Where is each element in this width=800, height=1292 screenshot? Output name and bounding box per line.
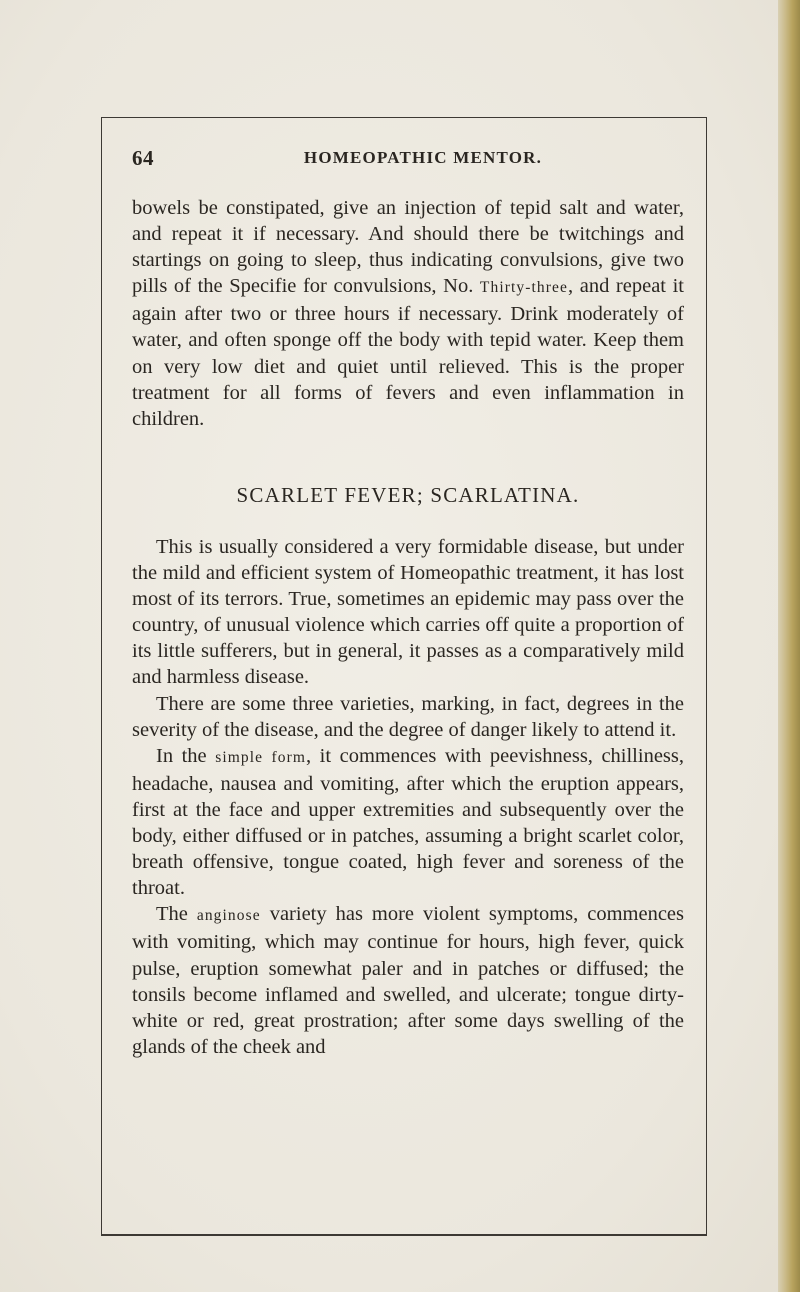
paragraph-intro: This is usually considered a very formidable disease, but under the mild and efficient system of Homeopathic treatment, it has lost most of its terrors. True, sometimes an epidemic may pass over the country, of unusual violence which carries off quite a proportion of its little sufferers, but in general, it passes as a comparatively mild and harmless disease. <box>132 536 684 689</box>
page-number: 64 <box>132 146 154 170</box>
page-header <box>132 146 684 172</box>
para5-text-a: The <box>156 903 197 926</box>
para1-smallcaps: Thirty-three <box>479 279 569 297</box>
section-heading: SCARLET FEVER; SCARLATINA. <box>236 483 580 507</box>
paragraph-simple-form <box>132 743 684 902</box>
section-body <box>132 534 684 1060</box>
running-head: HOMEOPATHIC MENTOR. <box>303 148 543 167</box>
para5-smallcaps: anginose <box>196 907 261 925</box>
book-edge <box>778 0 800 1292</box>
para4-text-b: , it commences with peevishness, chilliness, headache, nausea and vomiting, after which the eruption appears, first at the face and upper extremities and subsequently over the body, either diffused or in patches, assuming a bright scarlet color, breath offensive, tongue coated, high fever and soreness of the throat. <box>132 744 685 900</box>
page-frame-right <box>706 117 707 1235</box>
paragraph-varieties: There are some three varieties, marking, in fact, degrees in the severity of the disease, and the degree of danger likely to attend it. <box>132 692 684 741</box>
paragraph-continuation <box>132 195 684 432</box>
page-frame-top <box>101 117 707 118</box>
page-frame-left <box>101 117 102 1235</box>
para5-text-b: variety has more violent symptoms, commences with vomiting, which may continue for hours, high fever, quick pulse, eruption somewhat paler and in patches or diffused; the tonsils become inflamed and swelled, and ulcerate; tongue dirty-white or red, great prostration; after some days swelling of the glands of the cheek and <box>132 903 685 1058</box>
page-frame-bottom <box>101 1234 707 1236</box>
paragraph-anginose <box>132 901 684 1060</box>
para4-text-a: In the <box>156 744 216 767</box>
para4-smallcaps: simple form <box>215 748 307 766</box>
para1-text-a: bowels be constipated, give an injection of tepid salt and water, and repeat it if necessary. And should there be twitchings and startings on going to sleep, thus indicating convulsions, give two pills of the Specifie for convulsions, No. <box>132 197 684 298</box>
para1-text-b: , and repeat it again after two or three hours if necessary. Drink moderately of water, and often sponge off the body with tepid water. Keep them on very low diet and quiet until relieved. This is the proper treatment for all forms of fevers and even inflammation in children. <box>132 275 684 430</box>
